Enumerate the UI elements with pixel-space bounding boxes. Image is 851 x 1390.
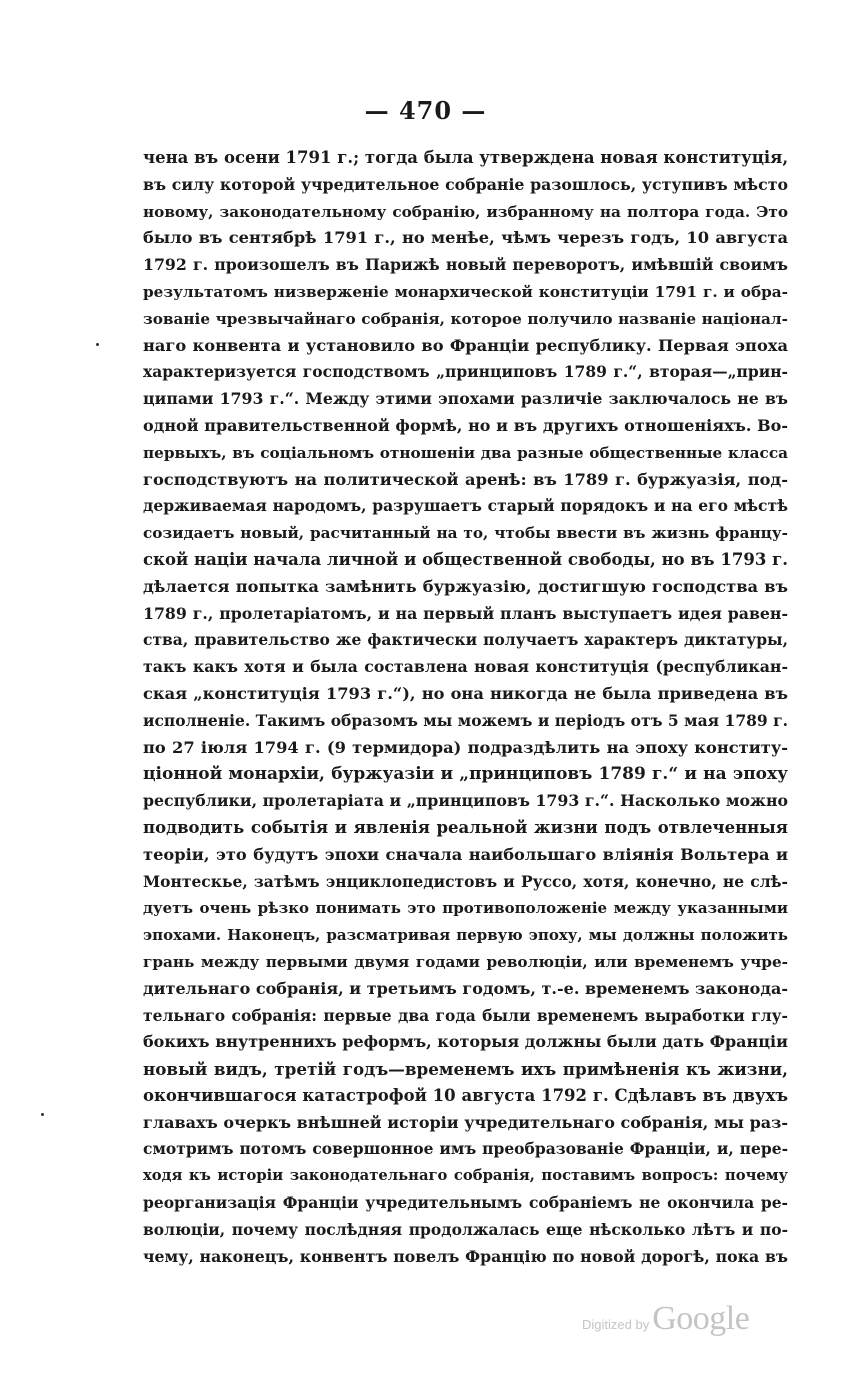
text-line: волюціи, почему послѣдняя продолжалась еще нѣсколько лѣтъ и по-: [143, 1219, 788, 1239]
google-logo: Google: [652, 1300, 750, 1337]
text-line: Монтескье, затѣмъ энциклопедистовъ и Руссо, хотя, конечно, не слѣ-: [143, 871, 788, 891]
text-line: такъ какъ хотя и была составлена новая конституція (республикан-: [143, 657, 788, 677]
text-line: было въ сентябрѣ 1791 г., но менѣе, чѣмъ черезъ годъ, 10 августа: [143, 228, 788, 248]
text-line: характеризуется господствомъ „принциповъ 1789 г.“, вторая—„прин-: [143, 362, 788, 382]
text-line: держиваемая народомъ, разрушаетъ старый порядокъ и на его мѣстѣ: [143, 496, 788, 516]
margin-mark: [96, 343, 99, 346]
body-text: [143, 145, 788, 1270]
margin-mark: [41, 1113, 44, 1116]
text-line: дуетъ очень рѣзко понимать это противоположеніе между указанными: [143, 899, 788, 918]
text-line: результатомъ низверженіе монархической конституціи 1791 г. и обра-: [143, 282, 788, 301]
text-line: теоріи, это будутъ эпохи сначала наибольшаго вліянія Вольтера и: [143, 844, 788, 864]
text-line: смотримъ потомъ совершонное имъ преобразованіе Франціи, и, пере-: [143, 1139, 788, 1159]
text-line: эпохами. Наконецъ, разсматривая первую эпоху, мы должны положить: [143, 926, 788, 945]
text-line: зованіе чрезвычайнаго собранія, которое получило названіе націонал-: [143, 309, 788, 328]
text-line: новому, законодательному собранію, избранному на полтора года. Это: [143, 202, 788, 221]
text-line: новый видъ, третій годъ—временемъ ихъ примѣненія къ жизни,: [143, 1059, 788, 1080]
text-line: 1789 г., пролетаріатомъ, и на первый планъ выступаетъ идея равен-: [143, 603, 788, 623]
text-line: созидаетъ новый, расчитанный на то, чтобы ввести въ жизнь францу-: [143, 524, 788, 543]
text-line: чему, наконецъ, конвентъ повелъ Францію по новой дорогѣ, пока въ: [143, 1246, 788, 1266]
text-line: ства, правительство же фактически получаетъ характеръ диктатуры,: [143, 630, 788, 650]
text-line: дительнаго собранія, и третьимъ годомъ, т.-е. временемъ законода-: [143, 978, 788, 998]
text-line: ципами 1793 г.“. Между этими эпохами различіе заключалось не въ: [143, 389, 788, 409]
text-line: исполненіе. Такимъ образомъ мы можемъ и періодъ отъ 5 мая 1789 г.: [143, 710, 788, 730]
text-line: дѣлается попытка замѣнить буржуазію, достигшую господства въ: [143, 576, 788, 596]
text-line: подводить событія и явленія реальной жизни подъ отвлеченныя: [143, 817, 788, 837]
text-line: въ силу которой учредительное собраніе разошлось, уступивъ мѣсто: [143, 174, 788, 194]
page-number: — 470 —: [364, 96, 487, 125]
text-line: первыхъ, въ соціальномъ отношеніи два разные общественные класса: [143, 443, 788, 462]
text-line: наго конвента и установило во Франціи республику. Первая эпоха: [143, 335, 788, 355]
text-line: главахъ очеркъ внѣшней исторіи учредительнаго собранія, мы раз-: [143, 1112, 788, 1132]
text-line: чена въ осени 1791 г.; тогда была утверждена новая конституція,: [143, 148, 788, 167]
text-line: республики, пролетаріата и „принциповъ 1793 г.“. Насколько можно: [143, 791, 788, 811]
text-line: 1792 г. произошелъ въ Парижѣ новый переворотъ, имѣвшій своимъ: [143, 255, 788, 275]
text-line: ской націи начала личной и общественной свободы, но въ 1793 г.: [143, 549, 788, 569]
text-line: окончившагося катастрофой 10 августа 1792 г. Сдѣлавъ въ двухъ: [143, 1085, 788, 1105]
text-line: ходя къ исторіи законодательнаго собранія, поставимъ вопросъ: почему: [143, 1167, 788, 1185]
text-line: по 27 іюля 1794 г. (9 термидора) подраздѣлить на эпоху конститу-: [143, 737, 788, 757]
digitized-by-text: Digitized by: [582, 1317, 650, 1332]
text-line: господствуютъ на политической аренѣ: въ 1789 г. буржуазія, под-: [143, 469, 788, 489]
text-line: ціонной монархіи, буржуазіи и „принциповъ 1789 г.“ и на эпоху: [143, 764, 788, 785]
text-line: бокихъ внутреннихъ реформъ, которыя должны были дать Франціи: [143, 1032, 788, 1052]
text-line: грань между первыми двумя годами революціи, или временемъ учре-: [143, 952, 788, 971]
text-line: ская „конституція 1793 г.“), но она никогда не была приведена въ: [143, 683, 788, 703]
text-line: одной правительственной формѣ, но и въ другихъ отношеніяхъ. Во-: [143, 415, 788, 435]
digitized-watermark: [582, 1300, 749, 1338]
text-line: реорганизація Франціи учредительнымъ собраніемъ не окончила ре-: [143, 1193, 788, 1213]
text-line: тельнаго собранія: первые два года были временемъ выработки глу-: [143, 1005, 788, 1025]
